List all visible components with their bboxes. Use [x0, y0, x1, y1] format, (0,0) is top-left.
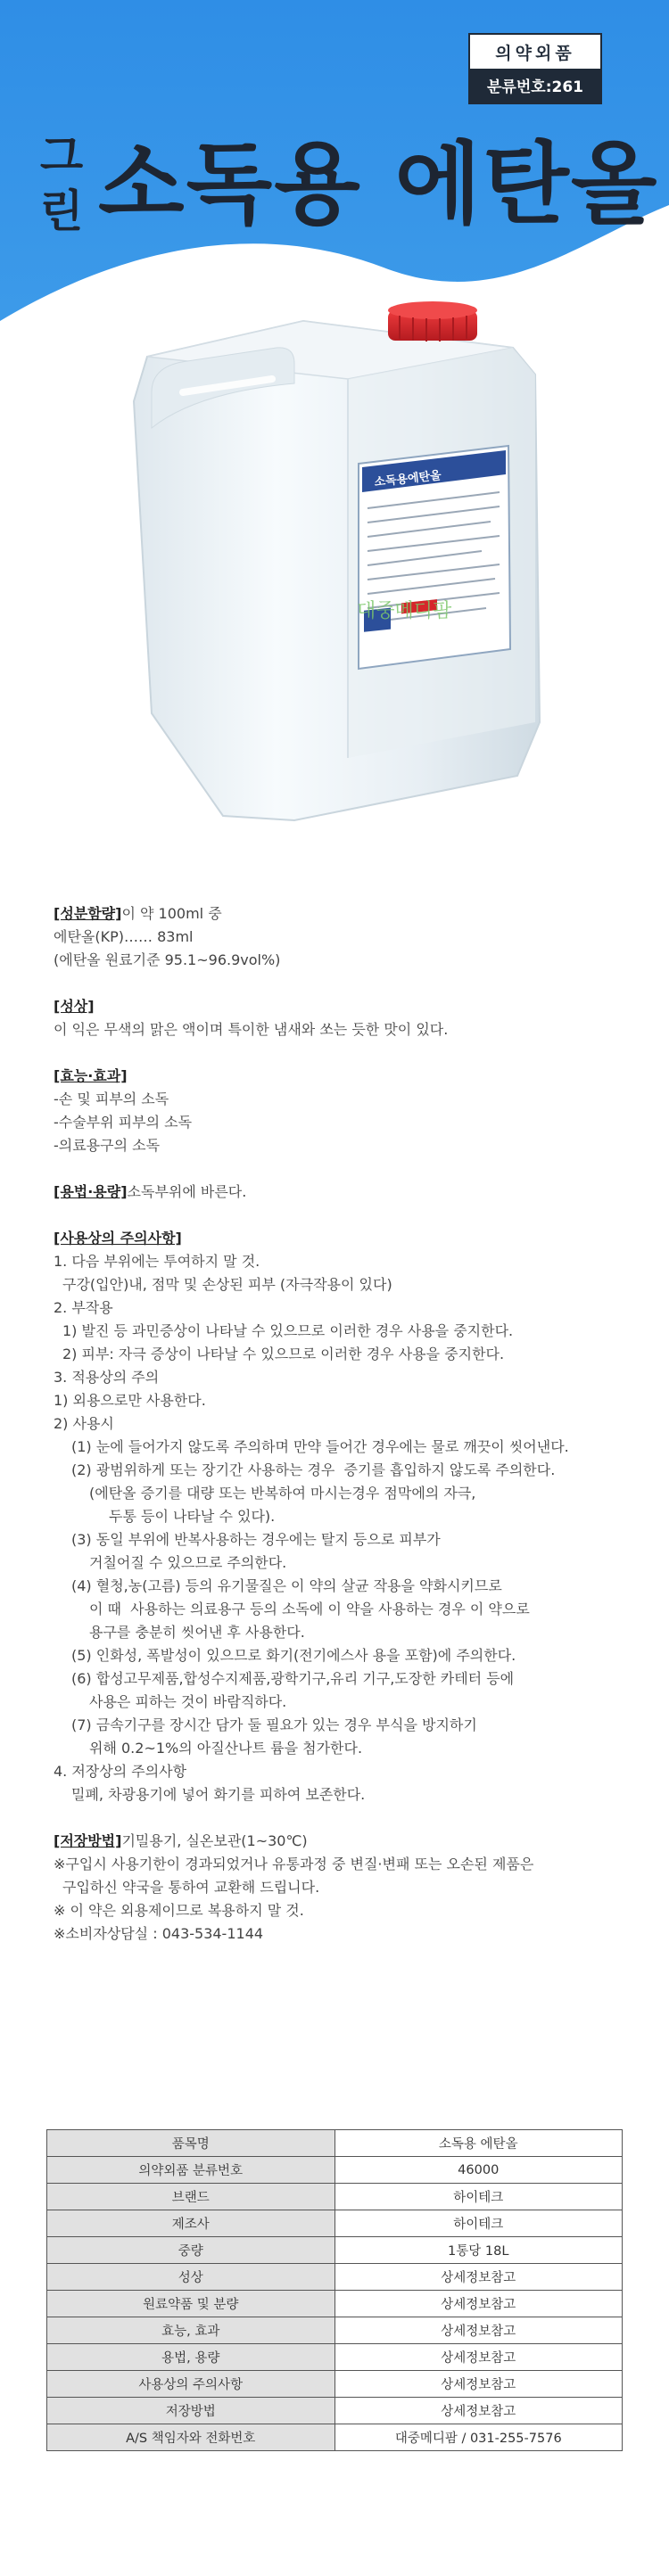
product-label: [359, 446, 510, 669]
table-row: [47, 2344, 623, 2371]
section-0: [54, 902, 624, 972]
section-text-line: -수술부위 피부의 소독: [54, 1114, 193, 1131]
table-key-cell: 원료약품 및 분량: [47, 2291, 335, 2317]
section-text-line: 4. 저장상의 주의사항: [54, 1763, 187, 1780]
table-key-cell: 제조사: [47, 2210, 335, 2237]
section-text-line: 용구를 충분히 씻어낸 후 사용한다.: [89, 1624, 305, 1641]
table-key-cell: 저장방법: [47, 2398, 335, 2424]
section-label: [용법·용량]: [54, 1183, 128, 1200]
section-text-line: 위해 0.2~1%의 아질산나트 륨을 첨가한다.: [89, 1740, 363, 1757]
section-text-line: (6) 합성고무제품,합성수지제품,광학기구,유리 기구,도장한 카테터 등에: [71, 1670, 515, 1687]
section-label: [사용상의 주의사항]: [54, 1230, 182, 1247]
table-key-cell: A/S 책임자와 전화번호: [47, 2424, 335, 2451]
section-text-line: 밀폐, 차광용기에 넣어 화기를 피하여 보존한다.: [71, 1786, 366, 1803]
table-value-cell: 46000: [334, 2157, 623, 2184]
section-5: [54, 1830, 624, 1946]
table-row: [47, 2184, 623, 2210]
section-text-line: 사용은 피하는 것이 바람직하다.: [89, 1693, 287, 1710]
section-text-line: (에탄올 원료기준 95.1~96.9vol%): [54, 951, 281, 968]
product-info-table: [46, 2129, 623, 2451]
section-text-line: 구입하신 약국을 통하여 교환해 드립니다.: [62, 1879, 320, 1896]
section-text-line: 이 익은 무색의 맑은 액이며 특이한 냄새와 쏘는 듯한 맛이 있다.: [54, 1021, 449, 1038]
section-text-line: ※ 이 약은 외용제이므로 복용하지 말 것.: [54, 1902, 304, 1919]
brand-vertical-text: 그 린: [39, 130, 84, 237]
section-text: 소독부위에 바른다.: [127, 1183, 247, 1200]
watermark-logo: 대중메디팜: [357, 600, 452, 622]
table-row: [47, 2317, 623, 2344]
table-row: [47, 2210, 623, 2237]
table-row: [47, 2157, 623, 2184]
table-value-cell: 하이테크: [334, 2210, 623, 2237]
section-heading-line: [54, 902, 624, 926]
section-text-line: 1) 외용으로만 사용한다.: [54, 1392, 206, 1409]
section-heading-line: [54, 1227, 624, 1250]
section-text-line: (4) 혈청,농(고름) 등의 유기물질은 이 약의 살균 작용을 약화시키므로: [71, 1577, 502, 1594]
section-text-line: 1) 발진 등 과민증상이 나타날 수 있으므로 이러한 경우 사용을 중지한다.: [62, 1322, 514, 1339]
section-label: [성상]: [54, 998, 95, 1015]
section-text-line: 구강(입안)내, 점막 및 손상된 피부 (자극작용이 있다): [62, 1276, 392, 1293]
section-text-line: ※구입시 사용기한이 경과되었거나 유통과정 중 변질·변패 또는 오손된 제품은: [54, 1856, 534, 1872]
section-text-line: 2) 피부: 자극 증상이 나타날 수 있으므로 이러한 경우 사용을 중지한다.: [62, 1346, 505, 1362]
table-key-cell: 성상: [47, 2264, 335, 2291]
table-key-cell: 브랜드: [47, 2184, 335, 2210]
section-heading-line: [54, 1181, 624, 1204]
table-row: [47, 2237, 623, 2264]
table-key-cell: 효능, 효과: [47, 2317, 335, 2344]
table-value-cell: 소독용 에탄올: [334, 2130, 623, 2157]
table-key-cell: 사용상의 주의사항: [47, 2371, 335, 2398]
section-label: [저장방법]: [54, 1832, 122, 1849]
section-text-line: -의료용구의 소독: [54, 1137, 161, 1154]
section-text-line: 두통 등이 나타날 수 있다).: [109, 1508, 276, 1525]
table-value-cell: 대중메디팜 / 031-255-7576: [334, 2424, 623, 2451]
section-text-line: (에탄올 증기를 대량 또는 반복하여 마시는경우 점막에의 자극,: [89, 1485, 476, 1502]
classification-number: 분류번호:261: [470, 69, 600, 103]
section-text-line: (2) 광범위하게 또는 장기간 사용하는 경우 증기를 흡입하지 않도록 주의한다.: [71, 1461, 556, 1478]
table-row: [47, 2371, 623, 2398]
section-text-line: (3) 동일 부위에 반복사용하는 경우에는 탈지 등으로 피부가: [71, 1531, 441, 1548]
table-row: [47, 2130, 623, 2157]
table-row: [47, 2424, 623, 2451]
section-text-line: 2. 부작용: [54, 1299, 113, 1316]
table-key-cell: 품목명: [47, 2130, 335, 2157]
section-text-line: 3. 적용상의 주의: [54, 1369, 160, 1386]
table-value-cell: 상세정보참고: [334, 2264, 623, 2291]
section-1: [54, 995, 624, 1041]
table-value-cell: 상세정보참고: [334, 2371, 623, 2398]
section-heading-line: [54, 1065, 624, 1088]
section-label: [성분함량]: [54, 905, 122, 922]
category-badge: [468, 33, 602, 104]
section-heading-line: [54, 1830, 624, 1853]
section-text-line: 거칠어질 수 있으므로 주의한다.: [89, 1554, 287, 1571]
section-text-line: ※소비자상담실 : 043-534-1144: [54, 1925, 264, 1942]
table-value-cell: 1통당 18L: [334, 2237, 623, 2264]
table-key-cell: 중량: [47, 2237, 335, 2264]
section-2: [54, 1065, 624, 1157]
table-value-cell: 상세정보참고: [334, 2344, 623, 2371]
section-text-line: (1) 눈에 들어가지 않도록 주의하며 만약 들어간 경우에는 물로 깨끗이 씻어낸다.: [71, 1438, 569, 1455]
section-heading-line: [54, 995, 624, 1018]
table-row: [47, 2398, 623, 2424]
section-text-line: 에탄올(KP)…… 83ml: [54, 928, 194, 945]
table-value-cell: 상세정보참고: [334, 2291, 623, 2317]
table-row: [47, 2291, 623, 2317]
section-text-line: 2) 사용시: [54, 1415, 114, 1432]
section-text-line: 1. 다음 부위에는 투여하지 말 것.: [54, 1253, 260, 1270]
section-text-line: -손 및 피부의 소독: [54, 1090, 169, 1107]
product-label-title: 소독용에탄올: [373, 469, 442, 490]
table-key-cell: 의약외품 분류번호: [47, 2157, 335, 2184]
page-title: 소독용 에탄올: [98, 132, 659, 236]
section-text-line: (5) 인화성, 폭발성이 있으므로 화기(전기에스사 용을 포함)에 주의한다.: [71, 1647, 516, 1664]
category-label: 의약외품: [495, 44, 575, 63]
section-4: [54, 1227, 624, 1806]
section-text: 기밀용기, 실온보관(1~30℃): [121, 1832, 308, 1849]
section-text-line: (7) 금속기구를 장시간 담가 둘 필요가 있는 경우 부식을 방지하기: [71, 1716, 477, 1733]
product-jerrycan-image: [116, 294, 562, 829]
section-text-line: 이 때 사용하는 의료용구 등의 소독에 이 약을 사용하는 경우 이 약으로: [89, 1601, 530, 1617]
product-volume: 18L: [367, 653, 387, 664]
table-key-cell: 용법, 용량: [47, 2344, 335, 2371]
table-row: [47, 2264, 623, 2291]
table-value-cell: 상세정보참고: [334, 2398, 623, 2424]
section-text: 이 약 100ml 중: [121, 905, 222, 922]
section-3: [54, 1181, 624, 1204]
table-value-cell: 상세정보참고: [334, 2317, 623, 2344]
section-label: [효능·효과]: [54, 1067, 128, 1084]
table-value-cell: 하이테크: [334, 2184, 623, 2210]
product-description: [54, 902, 624, 1969]
